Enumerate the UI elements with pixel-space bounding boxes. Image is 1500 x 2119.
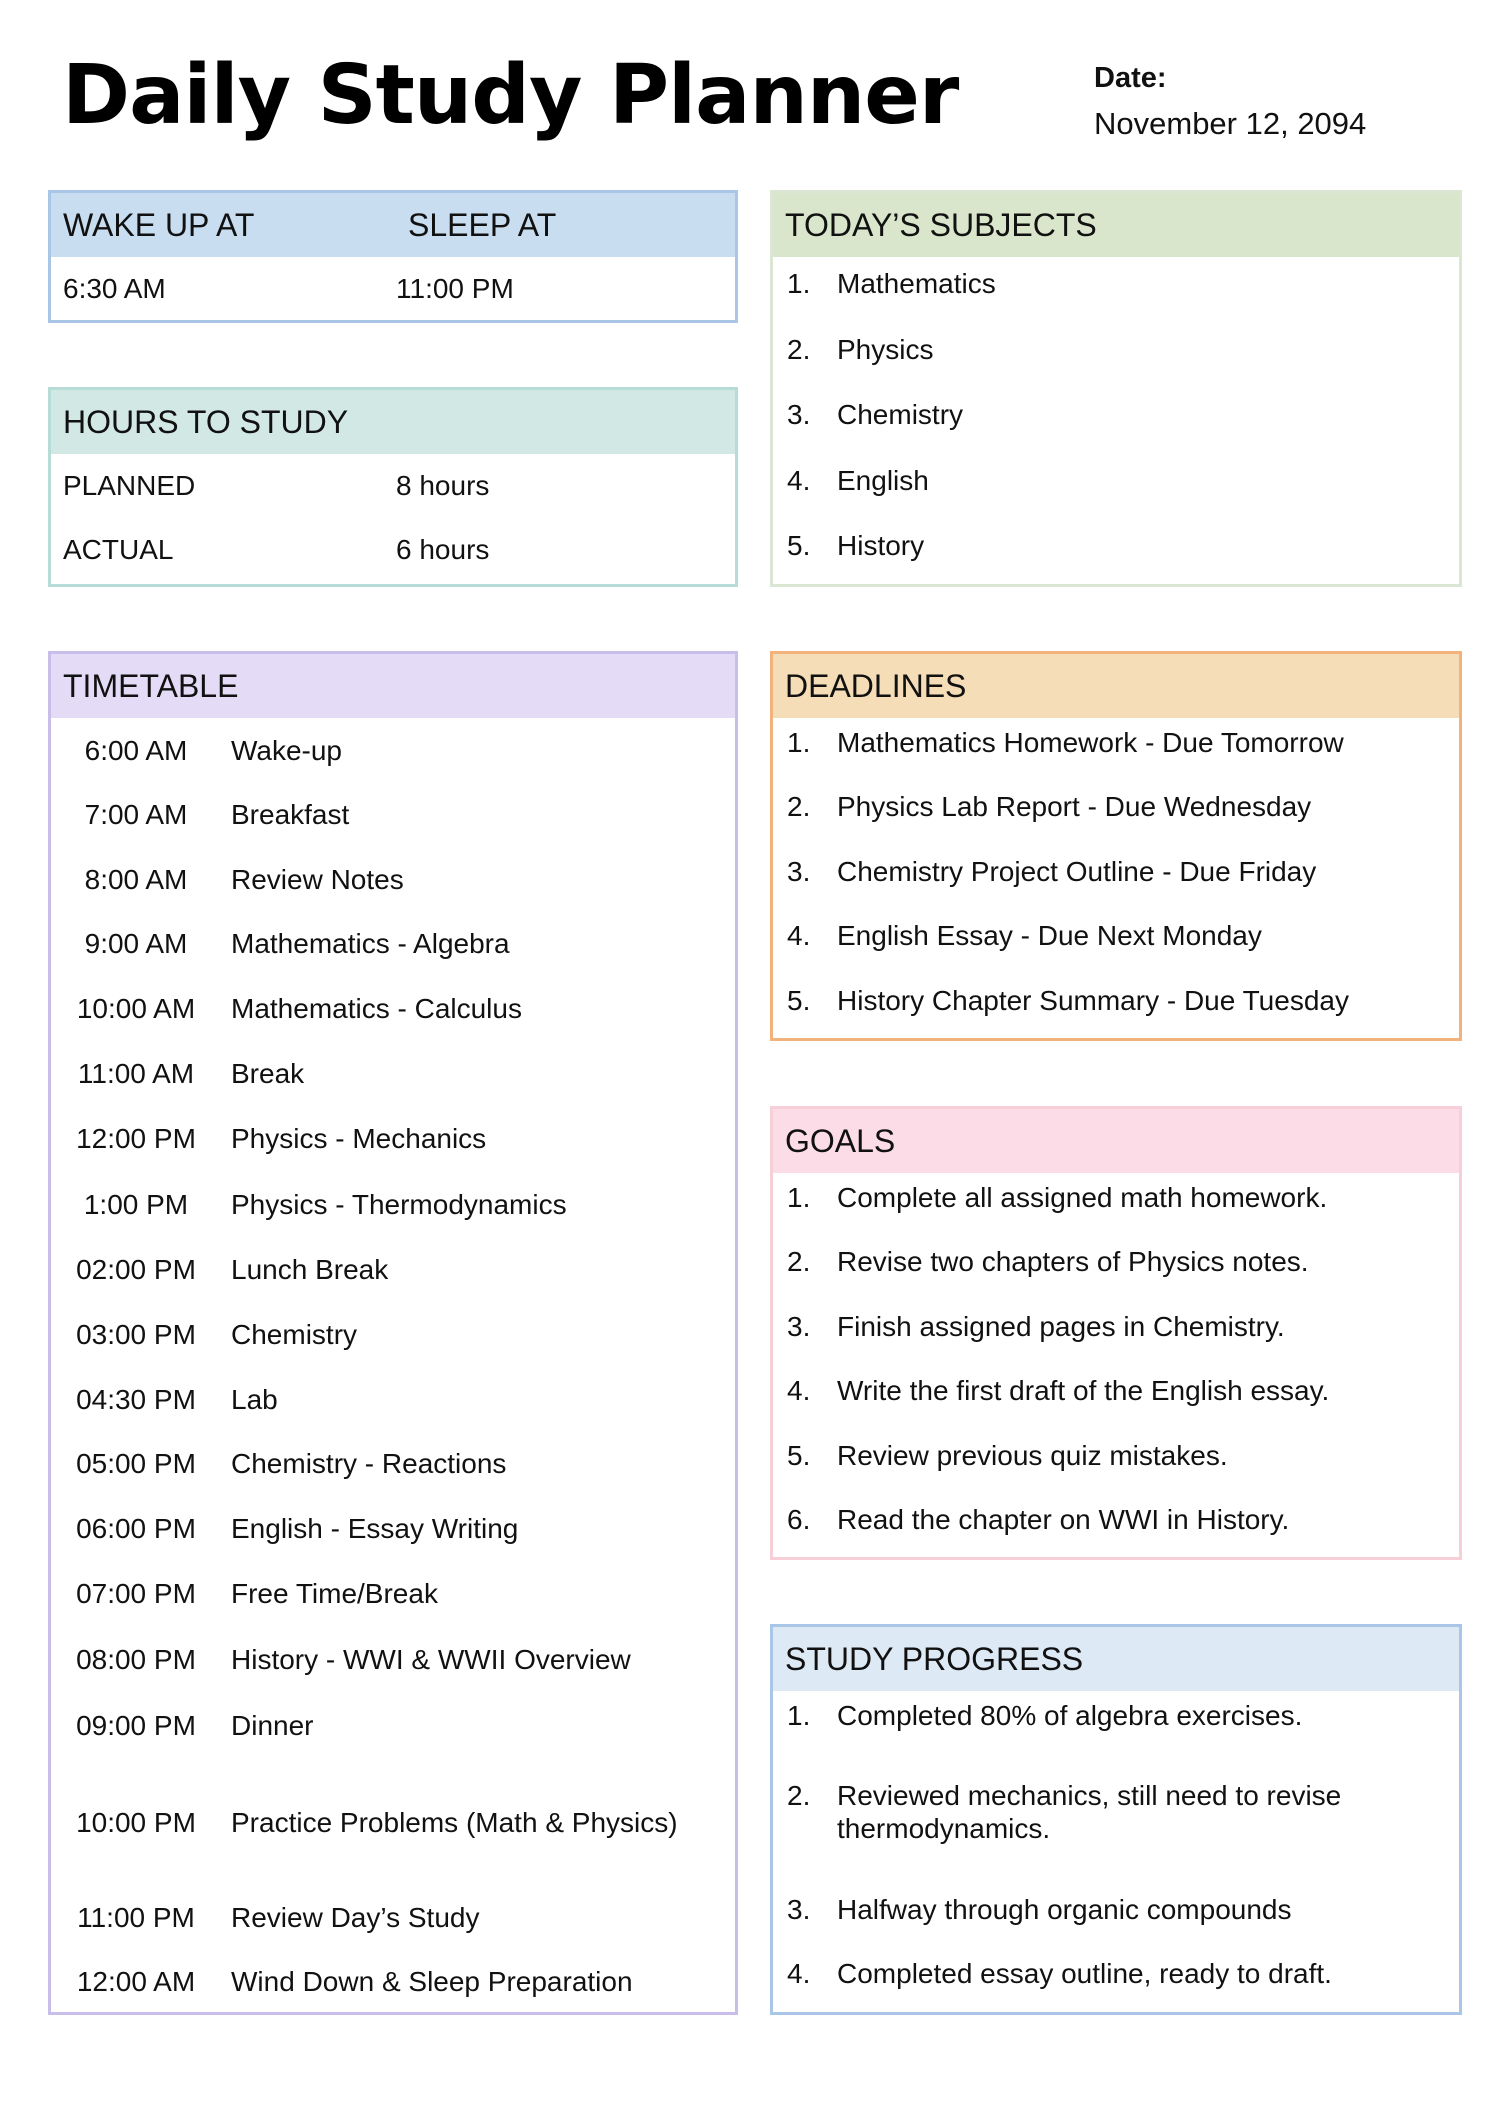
list-item [773, 1691, 1459, 1771]
activity-cell: Chemistry [231, 1319, 358, 1351]
item-text: Halfway through organic compounds [837, 1894, 1292, 1925]
activity-cell: Wake-up [231, 734, 343, 766]
activity-cell: Physics - Thermodynamics [231, 1188, 567, 1220]
list-item [773, 251, 1459, 317]
time-cell: 8:00 AM [84, 863, 188, 895]
wake-up-label: WAKE UP AT [63, 206, 255, 243]
activity-cell: Lunch Break [231, 1254, 389, 1286]
list-item [773, 839, 1459, 904]
hours-label: PLANNED [63, 470, 196, 501]
list-item [773, 382, 1459, 448]
timetable-row [51, 912, 735, 977]
deadlines-header: DEADLINES [773, 654, 1459, 718]
hours-row-planned [51, 454, 735, 518]
time-cell: 04:30 PM [76, 1383, 196, 1415]
date-value: November 12, 2094 [1094, 106, 1367, 141]
item-number: 4. [787, 1375, 811, 1407]
study-progress-section [770, 1624, 1462, 2015]
timetable-row [51, 1561, 735, 1627]
item-number: 1. [787, 1700, 811, 1731]
activity-cell: Physics - Mechanics [231, 1123, 487, 1155]
timetable-row [51, 718, 735, 783]
list-item [773, 1294, 1459, 1359]
item-text: Chemistry [837, 399, 964, 431]
sleep-at-value: 11:00 PM [396, 273, 514, 304]
item-text: Write the first draft of the English essay. [837, 1375, 1330, 1407]
item-number: 5. [787, 530, 811, 562]
timetable-row [51, 1172, 735, 1238]
item-text: Chemistry Project Outline - Due Friday [837, 855, 1317, 887]
wake-sleep-header [51, 193, 735, 257]
activity-cell: Break [231, 1057, 305, 1089]
item-number: 3. [787, 1894, 811, 1925]
item-text: Physics [837, 333, 934, 365]
list-item [773, 1885, 1459, 1949]
activity-cell: Lab [231, 1383, 278, 1415]
item-text: English Essay - Due Next Monday [837, 920, 1262, 952]
time-cell: 05:00 PM [76, 1448, 196, 1480]
time-cell: 07:00 PM [76, 1577, 196, 1609]
timetable-row [51, 1303, 735, 1368]
study-progress-header: STUDY PROGRESS [773, 1627, 1459, 1691]
timetable-row [51, 1237, 735, 1303]
time-cell: 02:00 PM [76, 1254, 196, 1286]
list-item [773, 968, 1459, 1033]
hours-row-actual [51, 518, 735, 582]
deadlines-list [773, 710, 1459, 1033]
hours-value: 6 hours [396, 534, 490, 565]
list-item [773, 448, 1459, 514]
timetable-row [51, 847, 735, 912]
item-number: 3. [787, 399, 811, 431]
item-text: Complete all assigned math homework. [837, 1181, 1328, 1213]
activity-cell: Free Time/Break [231, 1577, 438, 1609]
item-number: 4. [787, 1958, 811, 1989]
item-text: Finish assigned pages in Chemistry. [837, 1310, 1285, 1342]
item-number: 6. [787, 1504, 811, 1536]
activity-cell: Breakfast [231, 799, 350, 831]
time-cell: 09:00 PM [76, 1710, 196, 1742]
item-number: 1. [787, 268, 811, 300]
timetable-row [51, 1885, 735, 1950]
list-item [773, 1488, 1459, 1553]
item-number: 4. [787, 920, 811, 952]
sleep-at-label: SLEEP AT [408, 206, 557, 243]
activity-cell: Wind Down & Sleep Preparation [231, 1966, 633, 1998]
item-number: 5. [787, 1439, 811, 1471]
time-cell: 06:00 PM [76, 1512, 196, 1544]
wake-sleep-section [48, 190, 738, 323]
timetable-row [51, 1041, 735, 1107]
timetable-row [51, 1496, 735, 1561]
list-item [773, 1359, 1459, 1424]
list-item [773, 1771, 1459, 1885]
goals-list [773, 1165, 1459, 1552]
item-number: 2. [787, 1780, 811, 1811]
timetable-rows [51, 718, 735, 2014]
time-cell: 11:00 PM [77, 1901, 195, 1933]
subjects-header: TODAY’S SUBJECTS [773, 193, 1459, 257]
time-cell: 10:00 AM [76, 992, 196, 1024]
progress-list [773, 1691, 1459, 2013]
item-number: 4. [787, 464, 811, 496]
list-item [773, 1949, 1459, 2013]
item-number: 2. [787, 1246, 811, 1278]
activity-cell: Practice Problems (Math & Physics) [231, 1806, 678, 1838]
item-number: 1. [787, 726, 811, 758]
wake-sleep-values [51, 257, 735, 321]
item-text: Reviewed mechanics, still need to revise thermodynamics. [837, 1780, 1342, 1844]
hours-to-study-header: HOURS TO STUDY [51, 390, 735, 454]
timetable-row [51, 1626, 735, 1693]
time-cell: 03:00 PM [76, 1319, 196, 1351]
activity-cell: Review Notes [231, 863, 404, 895]
list-item [773, 513, 1459, 579]
timetable-row [51, 1367, 735, 1432]
activity-cell: Mathematics - Algebra [231, 928, 510, 960]
hours-label: ACTUAL [63, 534, 174, 565]
list-item [773, 1230, 1459, 1295]
time-cell: 12:00 PM [76, 1123, 196, 1155]
time-cell: 08:00 PM [76, 1643, 196, 1675]
item-text: Completed essay outline, ready to draft. [837, 1958, 1332, 1989]
list-item [773, 775, 1459, 840]
item-text: Mathematics [837, 268, 996, 300]
item-text: English [837, 464, 929, 496]
item-text: Review previous quiz mistakes. [837, 1439, 1228, 1471]
timetable-row [51, 1693, 735, 1760]
hours-value: 8 hours [396, 470, 490, 501]
timetable-row [51, 1950, 735, 2015]
subjects-section [770, 190, 1462, 587]
item-text: Revise two chapters of Physics notes. [837, 1246, 1309, 1278]
list-item [773, 904, 1459, 969]
activity-cell: History - WWI & WWII Overview [231, 1643, 631, 1675]
subjects-list [773, 251, 1459, 579]
timetable-row [51, 1432, 735, 1497]
item-number: 5. [787, 984, 811, 1016]
hours-to-study-section [48, 387, 738, 587]
activity-cell: Chemistry - Reactions [231, 1448, 507, 1480]
timetable-row [51, 783, 735, 848]
timetable-row [51, 1759, 735, 1885]
time-cell: 1:00 PM [83, 1188, 189, 1220]
goals-section [770, 1106, 1462, 1560]
time-cell: 10:00 PM [76, 1806, 196, 1838]
item-text: Physics Lab Report - Due Wednesday [837, 791, 1312, 823]
time-cell: 6:00 AM [84, 734, 188, 766]
time-cell: 7:00 AM [84, 799, 188, 831]
item-number: 2. [787, 333, 811, 365]
item-text: Completed 80% of algebra exercises. [837, 1700, 1303, 1731]
list-item [773, 710, 1459, 775]
list-item [773, 1165, 1459, 1230]
activity-cell: Mathematics - Calculus [231, 992, 522, 1024]
page-title: Daily Study Planner [62, 48, 959, 143]
activity-cell: Review Day’s Study [231, 1901, 480, 1933]
timetable-header: TIMETABLE [51, 654, 735, 718]
activity-cell: Dinner [231, 1710, 314, 1742]
item-number: 1. [787, 1181, 811, 1213]
goals-header: GOALS [773, 1109, 1459, 1173]
time-cell: 11:00 AM [77, 1057, 195, 1089]
timetable-row [51, 1106, 735, 1172]
list-item [773, 1423, 1459, 1488]
time-cell: 9:00 AM [84, 928, 188, 960]
item-number: 2. [787, 791, 811, 823]
deadlines-section [770, 651, 1462, 1041]
wake-up-value: 6:30 AM [63, 273, 166, 304]
item-text: History [837, 530, 925, 562]
item-text: History Chapter Summary - Due Tuesday [837, 984, 1349, 1016]
timetable-row [51, 976, 735, 1041]
time-cell: 12:00 AM [76, 1966, 196, 1998]
date-label: Date: [1094, 62, 1167, 94]
item-text: Read the chapter on WWI in History. [837, 1504, 1290, 1536]
timetable-section [48, 651, 738, 2015]
item-text: Mathematics Homework - Due Tomorrow [837, 726, 1344, 758]
item-number: 3. [787, 855, 811, 887]
activity-cell: English - Essay Writing [231, 1512, 519, 1544]
list-item [773, 317, 1459, 383]
item-number: 3. [787, 1310, 811, 1342]
